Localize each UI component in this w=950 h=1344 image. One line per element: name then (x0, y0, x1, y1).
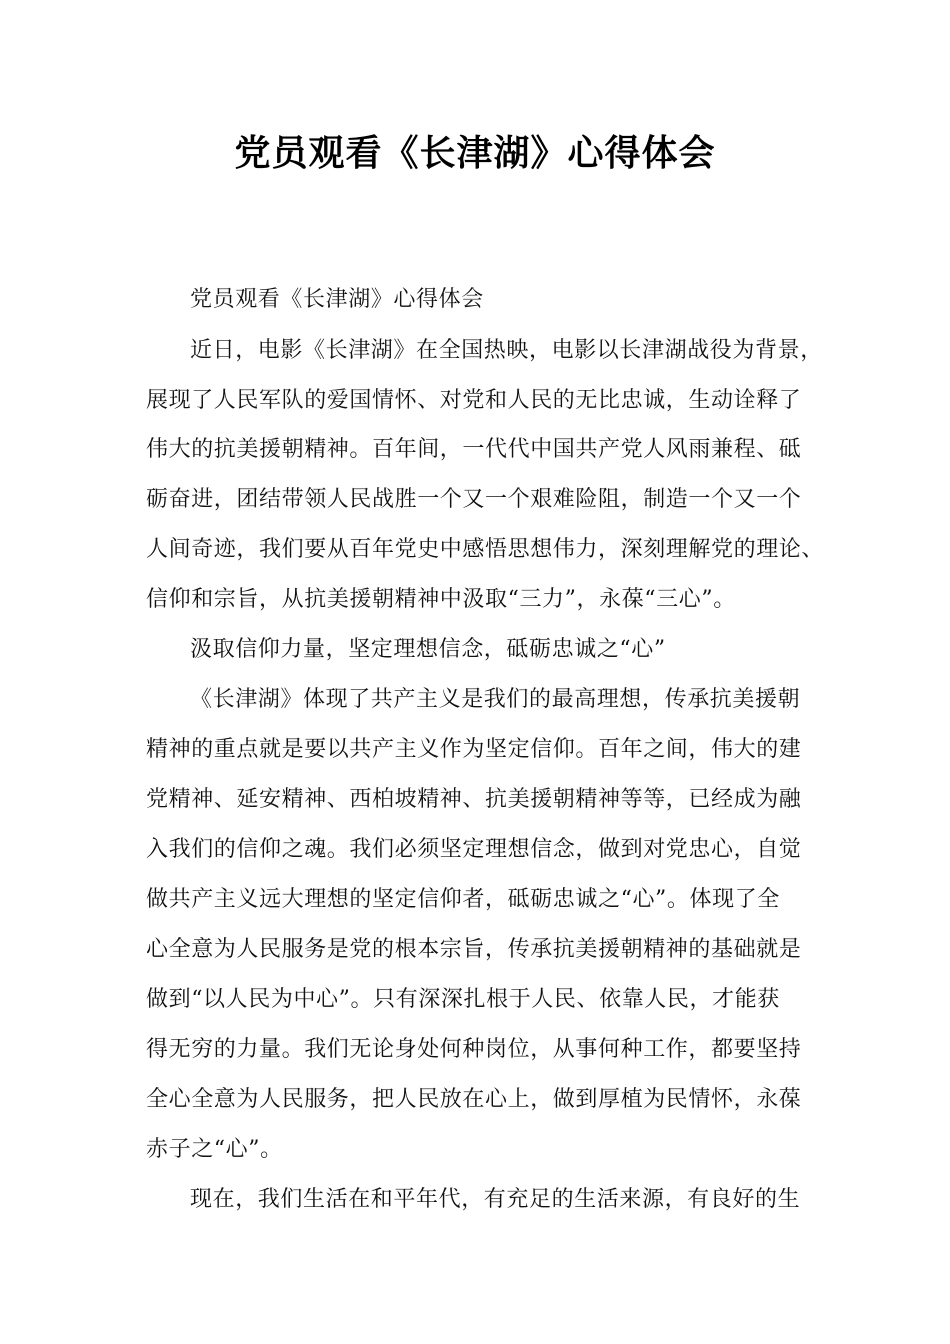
section-heading: 汲取信仰力量，坚定理想信念，砥砺忠诚之“心” (190, 637, 666, 662)
body-line: 《长津湖》体现了共产主义是我们的最高理想，传承抗美援朝 (190, 687, 801, 712)
subtitle-line: 党员观看《长津湖》心得体会 (190, 287, 484, 312)
body-line: 得无穷的力量。我们无论身处何种岗位，从事何种工作，都要坚持 (146, 1037, 802, 1062)
body-line: 全心全意为人民服务，把人民放在心上，做到厚植为民情怀，永葆 (146, 1087, 802, 1112)
body-line: 心全意为人民服务是党的根本宗旨，传承抗美援朝精神的基础就是 (146, 937, 802, 962)
body-line: 赤子之“心”。 (146, 1137, 283, 1162)
body-line: 党精神、延安精神、西柏坡精神、抗美援朝精神等等，已经成为融 (146, 787, 802, 812)
body-line: 做到“以人民为中心”。只有深深扎根于人民、依靠人民，才能获 (146, 987, 780, 1012)
body-line: 现在，我们生活在和平年代，有充足的生活来源，有良好的生 (190, 1187, 801, 1212)
body-line: 信仰和宗旨，从抗美援朝精神中汲取“三力”，永葆“三心”。 (146, 587, 736, 612)
body-line: 做共产主义远大理想的坚定信仰者，砥砺忠诚之“心”。体现了全 (146, 887, 780, 912)
body-line: 伟大的抗美援朝精神。百年间，一代代中国共产党人风雨兼程、砥 (146, 437, 802, 462)
document-title: 党员观看《长津湖》心得体会 (234, 133, 716, 174)
body-line: 砺奋进，团结带领人民战胜一个又一个艰难险阻，制造一个又一个 (146, 487, 802, 512)
body-line: 精神的重点就是要以共产主义作为坚定信仰。百年之间，伟大的建 (146, 737, 802, 762)
body-line: 近日，电影《长津湖》在全国热映，电影以长津湖战役为背景， (190, 338, 823, 363)
body-line: 入我们的信仰之魂。我们必须坚定理想信念，做到对党忠心，自觉 (146, 837, 802, 862)
body-line: 展现了人民军队的爱国情怀、对党和人民的无比忠诚，生动诠释了 (146, 388, 802, 413)
body-line: 人间奇迹，我们要从百年党史中感悟思想伟力，深刻理解党的理论、 (146, 537, 825, 562)
